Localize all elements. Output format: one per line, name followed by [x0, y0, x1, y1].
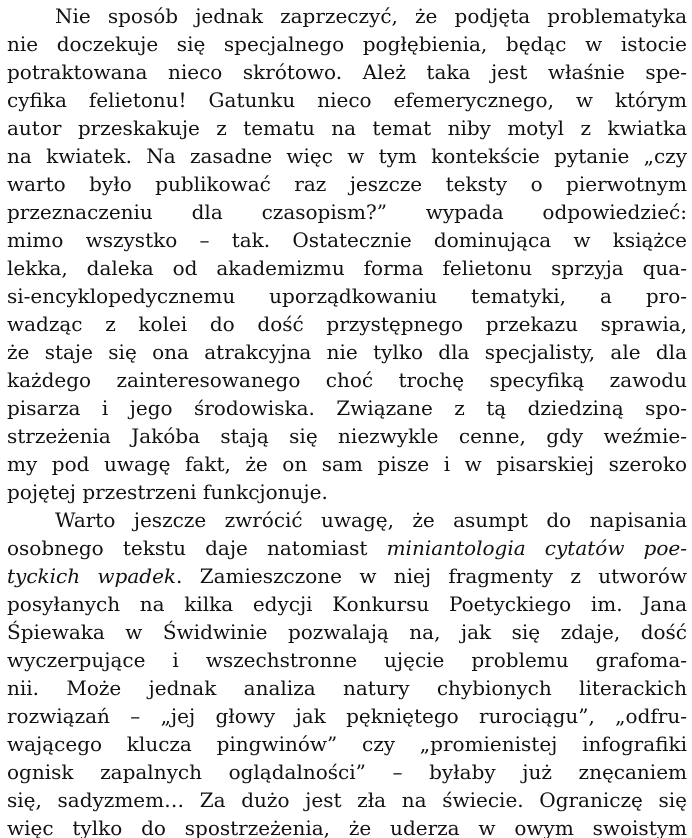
text-line: wyczerpujące i wszechstronne ujęcie problemu grafoma- — [7, 648, 687, 672]
italic-text: miniantologia cytatów poe- — [386, 536, 687, 560]
text-line: że staje się ona atrakcyjna nie tylko dla specjalisty, ale dla — [7, 340, 687, 364]
text-line: my pod uwagę fakt, że on sam pisze i w pisarskiej szeroko — [7, 452, 687, 476]
text-line: wającego klucza pingwinów” czy „promienistej infografiki — [7, 732, 687, 756]
text-line: każdego zainteresowanego choć trochę specyfiką zawodu — [7, 368, 687, 392]
text-line: Śpiewaka w Świdwinie pozwalają na, jak się zdaje, dość — [7, 620, 687, 644]
text-line: ognisk zapalnych oglądalności” – byłaby już znęcaniem — [7, 760, 687, 784]
text-line: wadząc z kolei do dość przystępnego przekazu sprawia, — [7, 312, 687, 336]
text-line: Warto jeszcze zwrócić uwagę, że asumpt do napisania — [55, 508, 687, 532]
text-line: cyfika felietonu! Gatunku nieco efemerycznego, w którym — [7, 88, 687, 112]
text-line: si-encyklopedycznemu uporządkowaniu tematyki, a pro- — [7, 284, 687, 308]
paragraph — [7, 2, 687, 506]
text-line: autor przeskakuje z tematu na temat niby motyl z kwiatka — [7, 116, 687, 140]
text-line: tyckich wpadek. Zamieszczone w niej fragmenty z utworów — [7, 564, 687, 588]
text-line: posyłanych na kilka edycji Konkursu Poetyckiego im. Jana — [7, 592, 687, 616]
text-line: na kwiatek. Na zasadne więc w tym kontekście pytanie „czy — [7, 144, 687, 168]
text-line: potraktowana nieco skrótowo. Ależ taka jest właśnie spe- — [7, 60, 687, 84]
text-line: mimo wszystko – tak. Ostatecznie dominująca w książce — [7, 228, 687, 252]
text-line: warto było publikować raz jeszcze teksty o pierwotnym — [7, 172, 687, 196]
text-line: osobnego tekstu daje natomiast miniantologia cytatów poe- — [7, 536, 687, 560]
text-line: Nie sposób jednak zaprzeczyć, że podjęta problematyka — [55, 4, 687, 28]
italic-text: tyckich wpadek — [7, 564, 177, 588]
text-line: strzeżenia Jakóba stają się niezwykle cenne, gdy weźmie- — [7, 424, 687, 448]
text-line: więc tylko do spostrzeżenia, że uderza w owym swoistym — [7, 816, 687, 838]
text-line: nie doczekuje się specjalnego pogłębienia, będąc w istocie — [7, 32, 687, 56]
text-line: nii. Może jednak analiza natury chybionych literackich — [7, 676, 687, 700]
text-line: pojętej przestrzeni funkcjonuje. — [7, 480, 328, 504]
document-body — [7, 2, 687, 838]
text-line: rozwiązań – „jej głowy jak pękniętego rurociągu”, „odfru- — [7, 704, 687, 728]
text-line: przeznaczeniu dla czasopism?” wypada odpowiedzieć: — [7, 200, 687, 224]
text-line: lekka, daleka od akademizmu forma felietonu sprzyja qua- — [7, 256, 687, 280]
paragraph — [7, 506, 687, 838]
text-line: pisarza i jego środowiska. Związane z tą dziedziną spo- — [7, 396, 687, 420]
text-line: się, sadyzmem… Za dużo jest zła na świecie. Ograniczę się — [7, 788, 687, 812]
